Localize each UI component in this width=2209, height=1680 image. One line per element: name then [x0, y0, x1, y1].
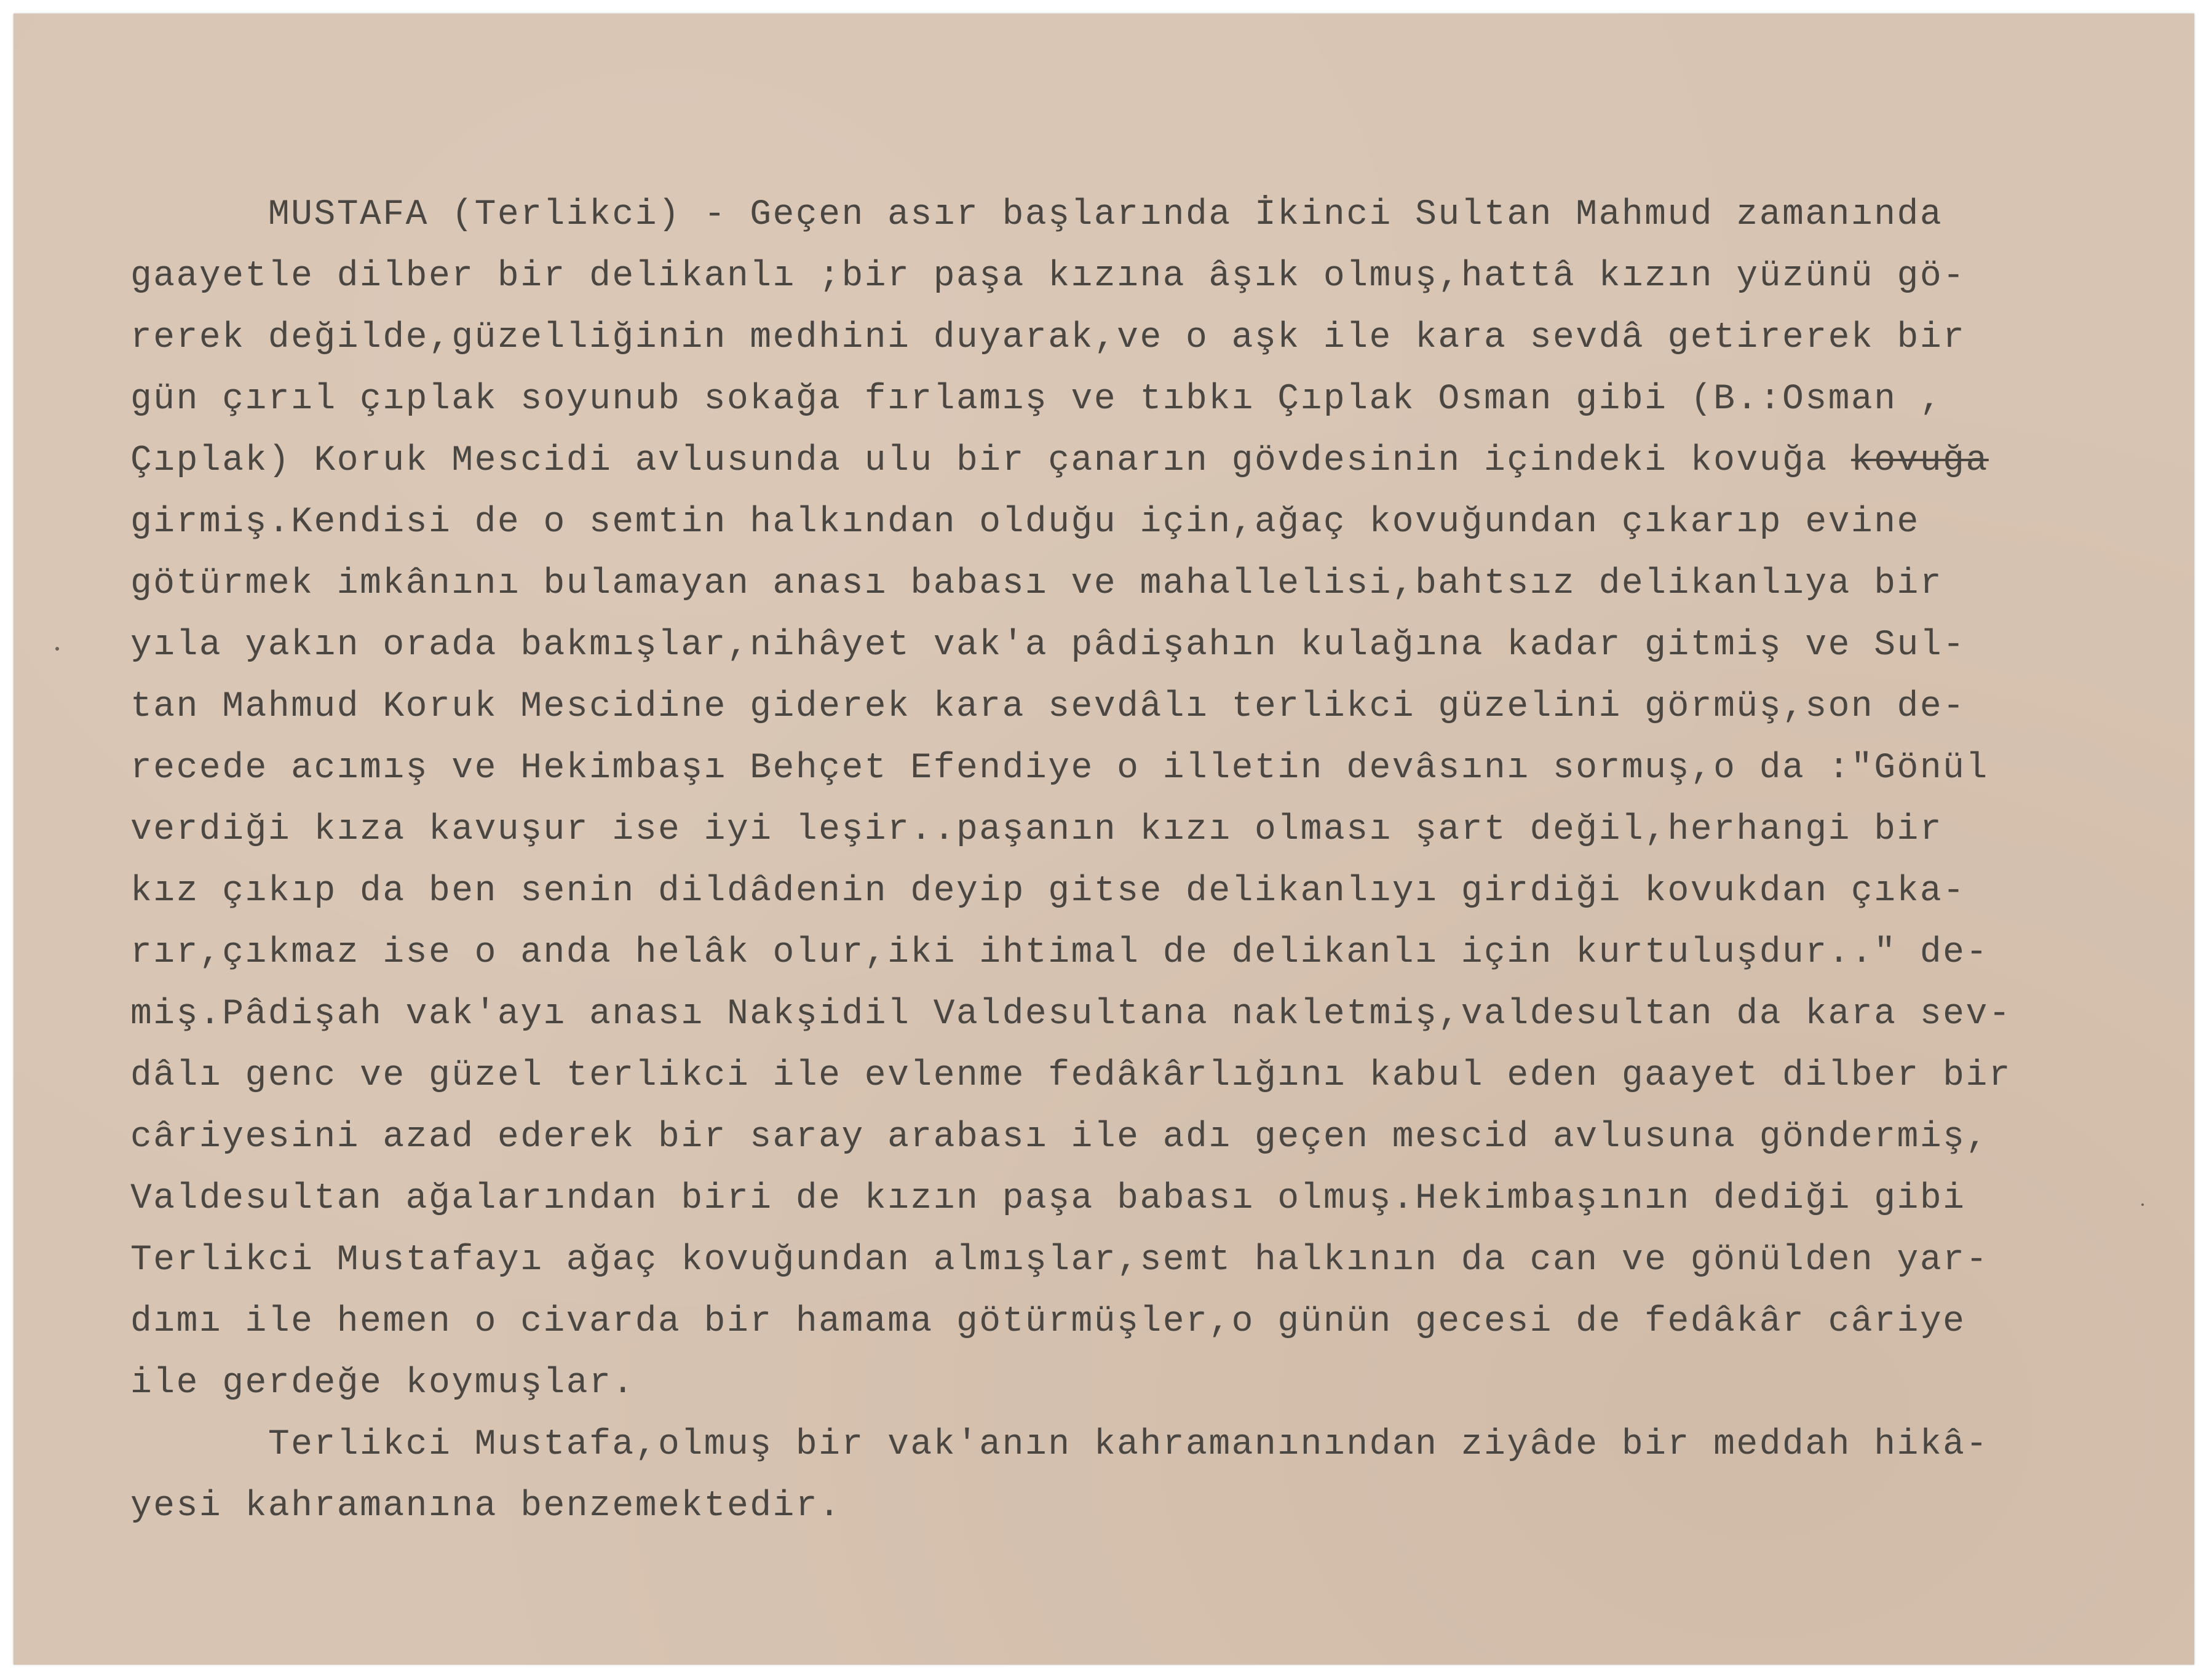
text-line-9: tan Mahmud Koruk Mescidine giderek kara sevdâlı terlikci güzelini görmüş,son de- — [130, 687, 1966, 727]
text-line-10: recede acımış ve Hekimbaşı Behçet Efendiye o illetin devâsını sormuş,o da :"Gönül — [130, 748, 1989, 788]
text-line-8: yıla yakın orada bakmışlar,nihâyet vak'a pâdişahın kulağına kadar gitmiş ve Sul- — [130, 625, 1966, 665]
typewritten-text — [14, 14, 2194, 1665]
text-line-19: dımı ile hemen o civarda bir hamama götürmüşler,o günün gecesi de fedâkâr câriye — [130, 1302, 1966, 1342]
text-line-5-main: Çıplak) Koruk Mescidi avlusunda ulu bir çanarın gövdesinin içindeki kovuğa — [130, 441, 1851, 481]
text-line-6: girmiş.Kendisi de o semtin halkından olduğu için,ağaç kovuğundan çıkarıp evine — [130, 502, 1920, 542]
text-line-7: götürmek imkânını bulamayan anası babası ve mahallelisi,bahtsız delikanlıya bir — [130, 564, 1943, 604]
text-line-17: Valdesultan ağalarından biri de kızın paşa babası olmuş.Hekimbaşının dediği gibi — [130, 1179, 1966, 1219]
text-line-2: gaayetle dilber bir delikanlı ;bir paşa kızına âşık olmuş,hattâ kızın yüzünü gö- — [130, 256, 1966, 296]
text-line-13: rır,çıkmaz ise o anda helâk olur,iki ihtimal de delikanlı için kurtuluşdur.." de- — [130, 933, 1989, 973]
text-line-5 — [130, 430, 1989, 492]
text-line-4: gün çırıl çıplak soyunub sokağa fırlamış ve tıbkı Çıplak Osman gibi (B.:Osman , — [130, 379, 1943, 419]
text-line-15: dâlı genc ve güzel terlikci ile evlenme fedâkârlığını kabul eden gaayet dilber bir — [130, 1056, 2012, 1096]
typewritten-page — [14, 14, 2194, 1665]
struck-word: kovuğa — [1850, 441, 1989, 481]
paper-speck — [55, 647, 59, 651]
text-line-14: miş.Pâdişah vak'ayı anası Nakşidil Valdesultana nakletmiş,valdesultan da kara sev- — [130, 994, 2012, 1034]
text-line-18: Terlikci Mustafayı ağaç kovuğundan almışlar,semt halkının da can ve gönülden yar- — [130, 1240, 1989, 1280]
text-line-22: yesi kahramanına benzemektedir. — [130, 1486, 842, 1526]
text-line-16: câriyesini azad ederek bir saray arabası ile adı geçen mescid avlusuna göndermiş, — [130, 1117, 1989, 1157]
text-line-21: Terlikci Mustafa,olmuş bir vak'anın kahramanınından ziyâde bir meddah hikâ- — [130, 1425, 1989, 1465]
text-line-20: ile gerdeğe koymuşlar. — [130, 1363, 635, 1403]
text-line-11: verdiği kıza kavuşur ise iyi leşir..paşanın kızı olması şart değil,herhangi bir — [130, 810, 1943, 850]
text-line-1: MUSTAFA (Terlikci) - Geçen asır başlarında İkinci Sultan Mahmud zamanında — [130, 195, 1943, 235]
text-line-12: kız çıkıp da ben senin dildâdenin deyip gitse delikanlıyı girdiği kovukdan çıka- — [130, 871, 1966, 911]
paper-speck — [2141, 1203, 2144, 1206]
text-line-3: rerek değilde,güzelliğinin medhini duyarak,ve o aşk ile kara sevdâ getirerek bir — [130, 318, 1966, 358]
